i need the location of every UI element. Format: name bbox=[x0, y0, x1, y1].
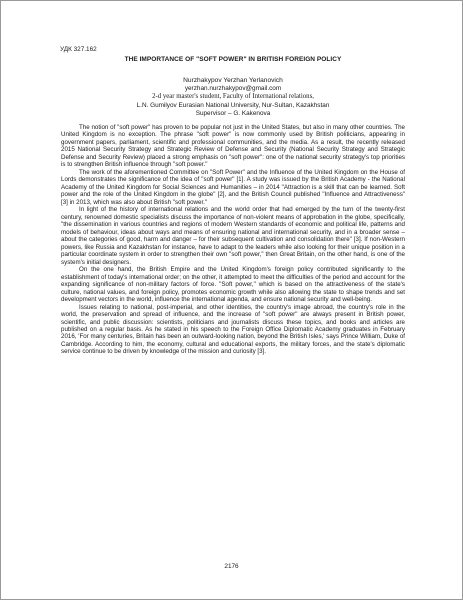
page-number: 2176 bbox=[224, 563, 239, 570]
author-affiliation-1: 2-d year master's student, Faculty of International relations, bbox=[152, 93, 314, 101]
paragraph: In light of the history of international relations and the world order that had emerged by the turn of the twenty-first century, renowned domestic specialists discuss the importance of non-violent means of approbation in the globe, specifically, "the dissemination in various countries and regions of modern Western standards of economic and political life, patterns and models of behaviour, ideas about ways and means of ensuring national and international security, and in a broader sense – about the categories of good, harm and danger – for their subsequent cultivation and consolidation there" [3]. If non-Western powers, like Russia and Kazakhstan for instance, have to adapt to the leaders while also looking for their unique position in a particular coordinate system in order to strengthen their own "soft power," then Great Britain, on the other hand, is one of the system's initial designers. bbox=[61, 206, 405, 266]
paragraph: The work of the aforementioned Committee on "Soft Power" and the Influence of the United Kingdom on the House of Lords demonstrates the significance of the idea of "soft power" [1]. A study was issued by the British Academy - the National Academy of the United Kingdom for Social Sciences and Humanities – in 2014 "Attraction is a skill that can be learned. Soft power and the role of the United Kingdom in the globe" [2], and the British Council published "Influence and Attractiveness" [3] in 2013, which was also about British "soft power." bbox=[61, 168, 405, 206]
document-page bbox=[61, 46, 405, 356]
udk-code: УДК 327.162 bbox=[60, 46, 97, 53]
paragraph: Issues relating to national, post-imperial, and other identities, the country's image abroad, the country's role in the world, the preservation and spread of influence, and the increase of "soft power" are always present in British power, scientific, and public discussion: scientists, politicians and journalists discuss these topics, and books and articles are published on a regular basis. As he stated in his speech to the Foreign Office Diplomatic Academy graduates in February 2016, 'For many centuries, Britain has been an outward-looking nation, beyond the British Isles,' says Prince William, Duke of Cambridge. According to him, the economy, cultural and educational exports, the military forces, and the state's diplomatic service continue to be driven by knowledge of the mission and curiosity [3]. bbox=[61, 303, 405, 356]
author-name: Nurzhakypov Yerzhan Yerlanovich bbox=[183, 77, 283, 84]
article-title: THE IMPORTANCE OF "SOFT POWER" IN BRITISH FOREIGN POLICY bbox=[124, 55, 342, 63]
paragraph: On the one hand, the British Empire and the United Kingdom's foreign policy contributed significantly to the establishment of today's international order; on the other, it attempted to meet the difficulties of the period and account for the expanding significance of non-military factors of force. "Soft power," which is based on the attractiveness of the state's culture, national values, and foreign policy, promotes economic growth while also allowing the state to shape trends and set development vectors in the world, influence the international agenda, and ensure national security and well-being. bbox=[61, 266, 405, 303]
supervisor: Supervisor – G. Kakenova bbox=[195, 109, 271, 117]
author-block bbox=[61, 77, 405, 118]
author-affiliation-2: L.N. Gumilyov Eurasian National University, Nur-Sultan, Kazakhstan bbox=[136, 101, 330, 109]
paragraph: The notion of "soft power" has proven to be popular not just in the United States, but also in many other countries. The United Kingdom is no exception. The phrase "soft power" is now commonly used by British politicians, appearing in government papers, parliament, scientific and professional communities, and the media. As a result, the recently released 2015 National Security Strategy and Strategic Review of Defense and Security (National Security Strategy and Strategic Defense and Security Review) placed a strong emphasis on "soft power": one of the national security strategy's top priorities is to strengthen British influence through "soft power." bbox=[61, 124, 405, 169]
author-email: yerzhan.nurzhakypov@gmail.com bbox=[184, 85, 282, 93]
article-body bbox=[61, 124, 405, 356]
